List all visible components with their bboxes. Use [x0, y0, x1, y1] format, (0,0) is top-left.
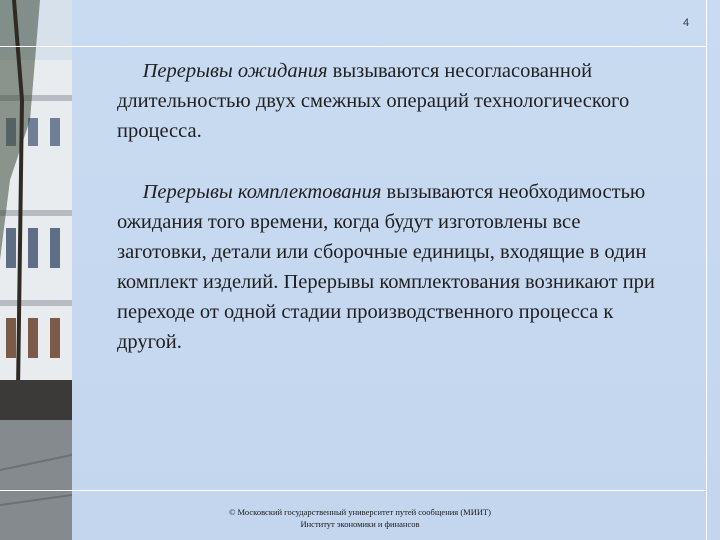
paragraph-waiting-breaks: [117, 56, 672, 146]
paragraph-assembly-breaks: [117, 177, 672, 357]
bottom-divider: [0, 490, 706, 491]
paragraph-text: вызываются необходимостью ожидания того времени, когда будут изготовлены все заготовки, детали или сборочные единицы, входящие в один комплект изделий. Перерывы комплектования возникают при переходе от одной стадии производственного процесса к другой.: [117, 181, 655, 353]
building-photo: [0, 0, 72, 540]
footer-copyright: © Московский государственный университет путей сообщения (МИИТ): [228, 507, 492, 517]
paragraph-text: вызываются несогласованной длительностью двух смежных операций технологического процесса.: [117, 60, 630, 142]
building-photo-illustration: [0, 0, 72, 540]
term-assembly-breaks: Перерывы комплектования: [142, 181, 382, 203]
top-divider: [0, 46, 706, 47]
page-number: 4: [682, 17, 690, 29]
footer-institute: Институт экономики и финансов: [300, 519, 420, 529]
term-waiting-breaks: Перерывы ожидания: [142, 60, 328, 82]
footer: [190, 506, 530, 530]
slide-content: [117, 56, 672, 357]
right-divider: [706, 0, 707, 540]
